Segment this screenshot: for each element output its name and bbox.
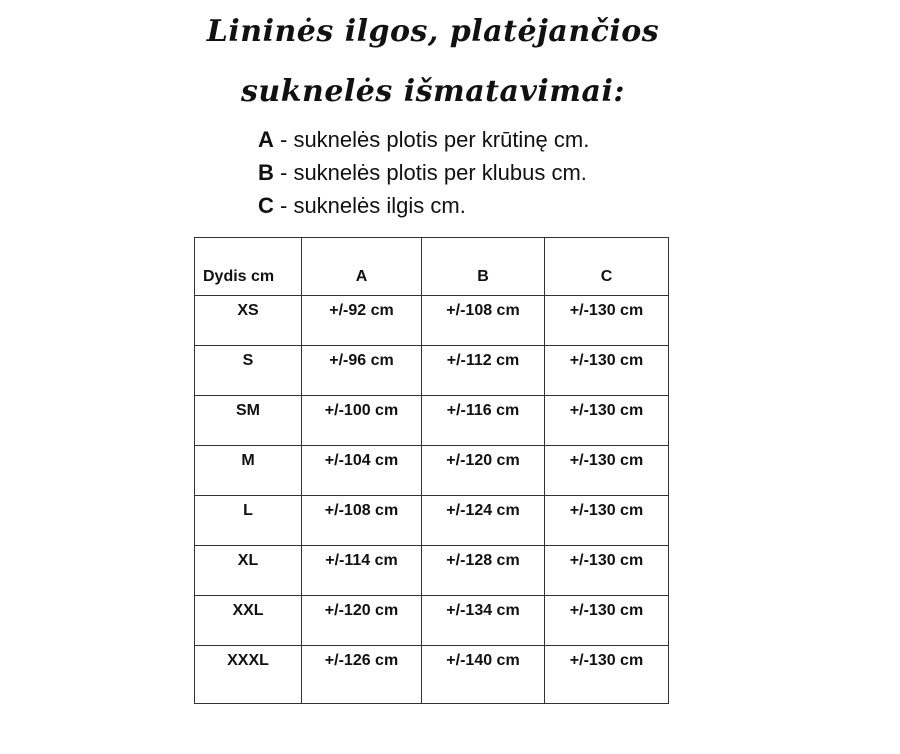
- cell-b: +/-112 cm: [422, 346, 545, 396]
- cell-size: M: [195, 446, 302, 496]
- cell-b: +/-140 cm: [422, 646, 545, 704]
- cell-size: S: [195, 346, 302, 396]
- table-row: [195, 446, 669, 496]
- cell-c: +/-130 cm: [545, 396, 669, 446]
- cell-a: +/-104 cm: [302, 446, 422, 496]
- legend-text: - suknelės plotis per klubus cm.: [273, 160, 587, 185]
- cell-b: +/-120 cm: [422, 446, 545, 496]
- cell-c: +/-130 cm: [545, 596, 669, 646]
- legend-item-a: [258, 123, 589, 156]
- header-a: A: [302, 238, 422, 296]
- header-size: Dydis cm: [195, 238, 302, 296]
- cell-size: SM: [195, 396, 302, 446]
- cell-b: +/-134 cm: [422, 596, 545, 646]
- cell-a: +/-96 cm: [302, 346, 422, 396]
- table-row: [195, 396, 669, 446]
- legend-text: - suknelės plotis per krūtinę cm.: [273, 127, 590, 152]
- cell-size: XXL: [195, 596, 302, 646]
- table-row: [195, 346, 669, 396]
- table-row: [195, 596, 669, 646]
- cell-c: +/-130 cm: [545, 646, 669, 704]
- size-table: [194, 237, 669, 704]
- header-c: C: [545, 238, 669, 296]
- title-line-1: Lininės ilgos, platėjančios: [206, 14, 660, 49]
- cell-size: XS: [195, 296, 302, 346]
- legend-item-c: [258, 189, 589, 222]
- measurement-legend: [258, 123, 589, 222]
- cell-c: +/-130 cm: [545, 296, 669, 346]
- table-row: [195, 296, 669, 346]
- legend-key: B: [258, 160, 274, 185]
- legend-text: - suknelės ilgis cm.: [273, 193, 466, 218]
- table-row: [195, 646, 669, 704]
- cell-a: +/-126 cm: [302, 646, 422, 704]
- title-line-2: suknelės išmatavimai:: [241, 74, 625, 109]
- legend-key: C: [258, 193, 274, 218]
- cell-a: +/-114 cm: [302, 546, 422, 596]
- table-row: [195, 496, 669, 546]
- cell-a: +/-120 cm: [302, 596, 422, 646]
- cell-b: +/-124 cm: [422, 496, 545, 546]
- cell-c: +/-130 cm: [545, 496, 669, 546]
- cell-size: XL: [195, 546, 302, 596]
- cell-a: +/-92 cm: [302, 296, 422, 346]
- cell-b: +/-128 cm: [422, 546, 545, 596]
- legend-key: A: [258, 127, 274, 152]
- header-b: B: [422, 238, 545, 296]
- cell-b: +/-108 cm: [422, 296, 545, 346]
- legend-item-b: [258, 156, 589, 189]
- cell-size: XXXL: [195, 646, 302, 704]
- cell-b: +/-116 cm: [422, 396, 545, 446]
- cell-a: +/-108 cm: [302, 496, 422, 546]
- table-header-row: [195, 238, 669, 296]
- table-row: [195, 546, 669, 596]
- cell-c: +/-130 cm: [545, 446, 669, 496]
- cell-a: +/-100 cm: [302, 396, 422, 446]
- cell-size: L: [195, 496, 302, 546]
- cell-c: +/-130 cm: [545, 546, 669, 596]
- cell-c: +/-130 cm: [545, 346, 669, 396]
